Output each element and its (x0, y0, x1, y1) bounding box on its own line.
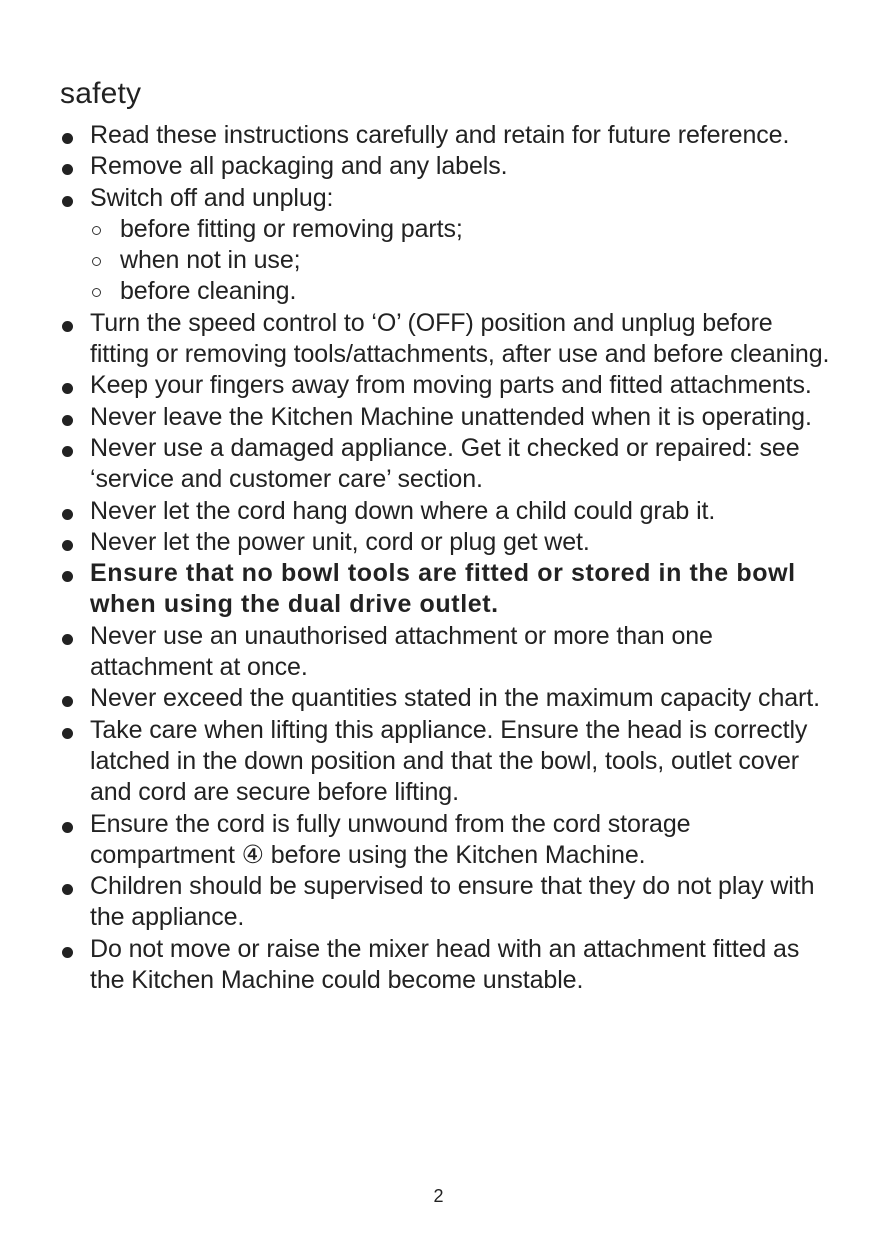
sub-list-item (90, 214, 830, 245)
list-item-text: Children should be supervised to ensure that they do not play with the appliance. (90, 872, 815, 932)
circle-bullet-icon (92, 288, 101, 297)
page-content (60, 74, 830, 996)
section-title: safety (60, 77, 142, 110)
bullet-icon (62, 164, 73, 175)
bullet-icon (62, 509, 73, 520)
bullet-icon (62, 415, 73, 426)
bullet-icon (62, 383, 73, 394)
list-item-text: Never leave the Kitchen Machine unattended when it is operating. (90, 402, 812, 431)
bullet-icon (62, 446, 73, 457)
bullet-icon (62, 947, 73, 958)
safety-list (60, 120, 830, 996)
list-item-text: Do not move or raise the mixer head with an attachment fitted as the Kitchen Machine could become unstable. (90, 934, 800, 995)
bullet-icon (62, 822, 73, 833)
bullet-icon (62, 634, 73, 645)
list-item-text: Turn the speed control to ‘O’ (OFF) position and unplug before fitting or removing tools/attachments, after use and before cleaning. (90, 308, 830, 369)
list-item-text: Remove all packaging and any labels. (90, 152, 508, 181)
list-item (60, 715, 830, 809)
circle-bullet-icon (92, 226, 101, 235)
list-item-text: Never exceed the quantities stated in the maximum capacity chart. (90, 684, 820, 713)
list-item-text: Never use an unauthorised attachment or more than one attachment at once. (90, 621, 713, 682)
warning-text: Ensure that no bowl tools are fitted or stored in the bowl when using the dual drive outlet. (90, 559, 796, 619)
sub-list-item (90, 276, 830, 307)
list-item (60, 308, 830, 371)
list-item (60, 683, 830, 714)
list-item (60, 402, 830, 433)
list-item-text: Take care when lifting this appliance. Ensure the head is correctly latched in the down position and that the bowl, tools, outlet cover and cord are secure before lifting. (90, 715, 808, 807)
list-item (60, 433, 830, 496)
list-item-text: Keep your fingers away from moving parts and fitted attachments. (90, 371, 812, 400)
list-item-text: Switch off and unplug: (90, 183, 334, 212)
bullet-icon (62, 571, 73, 582)
sub-list (90, 214, 830, 308)
sub-list-item (90, 245, 830, 276)
list-item (60, 496, 830, 527)
list-item (60, 621, 830, 684)
list-item-text: Read these instructions carefully and retain for future reference. (90, 121, 790, 149)
list-item (60, 183, 830, 308)
bullet-icon (62, 321, 73, 332)
sub-list-item-text: before cleaning. (120, 277, 297, 306)
bullet-icon (62, 540, 73, 551)
list-item (60, 809, 830, 872)
bullet-icon (62, 696, 73, 707)
list-item (60, 527, 830, 558)
bullet-icon (62, 196, 73, 207)
warning-list-item (60, 558, 830, 621)
list-item (60, 934, 830, 997)
sub-list-item-text: when not in use; (120, 246, 301, 275)
list-item-text: Never let the cord hang down where a child could grab it. (90, 496, 716, 525)
list-item (60, 120, 830, 151)
bullet-icon (62, 133, 73, 144)
list-item-text: Never use a damaged appliance. Get it checked or repaired: see ‘service and customer care’ section. (90, 433, 800, 494)
list-item (60, 151, 830, 182)
list-item-text: Never let the power unit, cord or plug get wet. (90, 527, 590, 556)
list-item (60, 871, 830, 934)
page-number: 2 (433, 1186, 444, 1206)
sub-list-item-text: before fitting or removing parts; (120, 214, 463, 243)
list-item (60, 370, 830, 401)
list-item-text: Ensure the cord is fully unwound from the cord storage compartment ④ before using the Kitchen Machine. (90, 809, 691, 869)
circle-bullet-icon (92, 257, 101, 266)
bullet-icon (62, 728, 73, 739)
bullet-icon (62, 884, 73, 895)
